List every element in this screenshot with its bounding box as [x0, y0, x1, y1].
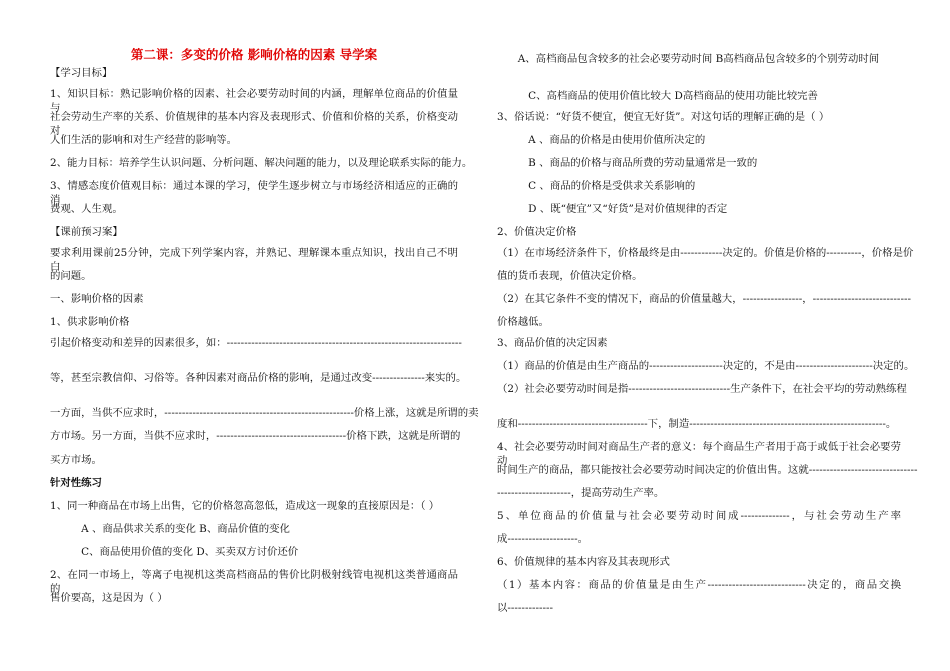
right-text-line: 度和-------------------------------------下，制造--------------------------------------------------------。 [497, 418, 897, 430]
right-text-line: （1）基本内容：商品的价值量是由生产----------------------------决定的，商品交换 [497, 579, 901, 591]
right-text-line: A、高档商品包含较多的社会必要劳动时间 B高档商品包含较多的个别劳动时间 [497, 53, 880, 65]
left-text-line: 【学习目标】 [50, 67, 113, 79]
left-text-line: C、商品使用价值的变化 D、买卖双方讨价还价 [50, 546, 299, 558]
right-text-line: 成--------------------。 [497, 533, 588, 545]
right-text-line: 6、价值规律的基本内容及其表现形式 [497, 556, 670, 568]
right-text-line: 2、价值决定价格 [497, 226, 577, 238]
left-text-line: A 、商品供求关系的变化 B、商品价值的变化 [50, 523, 290, 535]
left-text-line: 方市场。另一方面，当供不应求时，-------------------------------------价格下跌，这就是所谓的 [50, 430, 461, 442]
left-text-line: 一方面，当供不应求时，------------------------------------------------------价格上涨，这就是所谓的卖 [50, 407, 479, 419]
right-text-line: 时间生产的商品，都只能按社会必要劳动时间决定的价值出售。这就------------------------------- [497, 464, 918, 476]
right-text-line: B 、商品的价格与商品所费的劳动量通常是一致的 [497, 157, 758, 169]
left-text-line: 2、在同一市场上，等离子电视机这类高档商品的售价比阴极射线管电视机这类普通商品的 [50, 569, 458, 595]
left-text-line: 3、情感态度价值观目标：通过本课的学习，使学生逐步树立与市场经济相适应的正确的消 [50, 180, 458, 206]
right-text-line: 以------------- [497, 602, 554, 614]
right-text-line: （1）商品的价值是由生产商品的---------------------决定的，不是由----------------------决定的。 [497, 360, 915, 372]
left-text-line: 要求利用课前25分钟，完成下列学案内容，并熟记、理解课本重点知识，找出自己不明白 [50, 247, 458, 273]
right-text-line: （2）在其它条件不变的情况下，商品的价值量越大，-----------------，---------------------------- [497, 293, 911, 305]
left-text-line: 1、知识目标：熟记影响价格的因素、社会必要劳动时间的内涵，理解单位商品的价值量与 [50, 88, 458, 114]
left-text-line: 社会劳动生产率的关系、价值规律的基本内容及表现形式、价值和价格的关系，价格变动对 [50, 111, 458, 137]
right-text-line: 5、单位商品的价值量与社会必要劳动时间成--------------，与社会劳动生产率 [497, 510, 901, 522]
left-text-line: 买方市场。 [50, 454, 102, 466]
left-text-line: 2、能力目标：培养学生认识问题、分析问题、解决问题的能力，以及理论联系实际的能力。 [50, 157, 473, 169]
right-text-line: 3、俗话说：“好货不便宜，便宜无好货”。对这句话的理解正确的是（ ） [497, 111, 830, 123]
right-text-line: D 、既“便宜”又“好货”是对价值规律的否定 [497, 203, 728, 215]
right-text-line: ---------------------，提高劳动生产率。 [497, 487, 665, 499]
left-text-line: 费观、人生观。 [50, 203, 123, 215]
right-text-line: （2）社会必要劳动时间是指-----------------------------生产条件下，在社会平均的劳动熟练程 [497, 383, 907, 395]
page-title: 第二课：多变的价格 影响价格的因素 导学案 [130, 47, 378, 62]
right-text-line: A 、商品的价格是由使用价值所决定的 [497, 134, 706, 146]
left-text-line: 1、同一种商品在市场上出售，它的价格忽高忽低，造成这一现象的直接原因是：（ ） [50, 500, 440, 512]
right-text-line: 价格越低。 [497, 316, 549, 328]
right-text-line: 4、社会必要劳动时间对商品生产者的意义：每个商品生产者用于高于或低于社会必要劳动 [497, 441, 901, 467]
right-text-line: 值的货币表现，价值决定价格。 [497, 270, 643, 282]
left-text-line: 1、供求影响价格 [50, 316, 130, 328]
left-text-line: 人们生活的影响和对生产经营的影响等。 [50, 134, 238, 146]
left-text-line: 售价要高，这是因为（ ） [50, 592, 168, 604]
right-text-line: （1）在市场经济条件下，价格最终是由------------决定的。价值是价格的----------，价格是价 [497, 247, 914, 259]
right-text-line: C、高档商品的使用价值比较大 D高档商品的使用功能比较完善 [497, 90, 818, 102]
left-text-line: 针对性练习 [50, 477, 102, 489]
right-text-line: C 、商品的价格是受供求关系影响的 [497, 180, 696, 192]
left-text-line: 等，甚至宗教信仰、习俗等。各种因素对商品价格的影响，是通过改变---------------来实的。 [50, 372, 467, 384]
left-text-line: 一、影响价格的因素 [50, 293, 144, 305]
left-text-line: 引起价格变动和差异的因素很多，如：------------------------------------------------------------------- [50, 337, 462, 349]
right-text-line: 3、商品价值的决定因素 [497, 337, 608, 349]
left-text-line: 的问题。 [50, 270, 92, 282]
left-text-line: 【课前预习案】 [50, 226, 123, 238]
